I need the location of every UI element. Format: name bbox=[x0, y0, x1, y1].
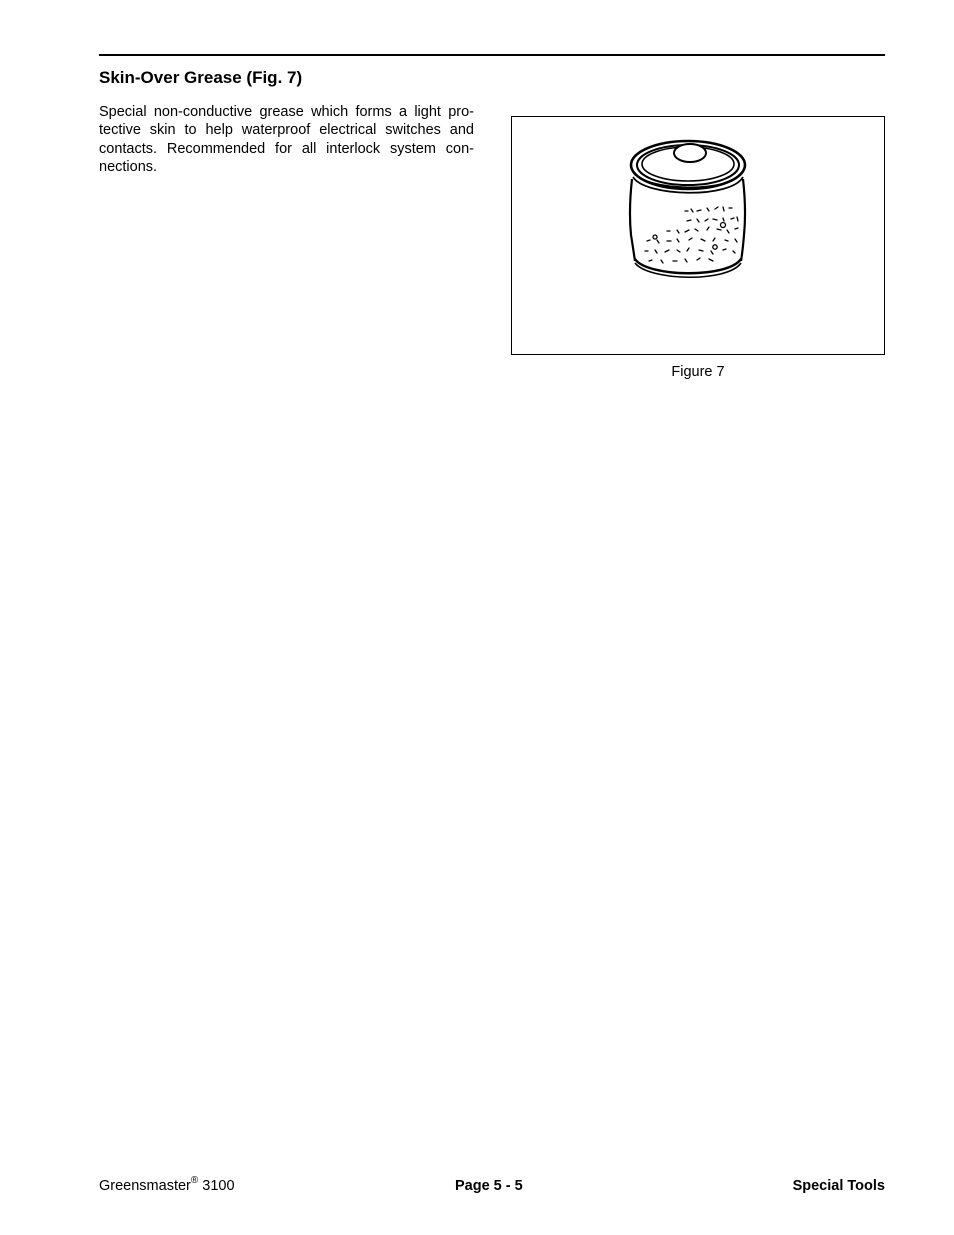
section-body-text bbox=[99, 103, 474, 177]
body-text-line: nections. bbox=[99, 159, 158, 176]
grease-can-illustration bbox=[627, 137, 751, 289]
footer-model: 3100 bbox=[198, 1178, 235, 1194]
footer-product bbox=[99, 1175, 235, 1197]
body-text-line: tective skin to help waterproof electrical switches and bbox=[99, 122, 474, 139]
figure-7-frame bbox=[511, 116, 885, 355]
footer-chapter: Special Tools bbox=[792, 1178, 885, 1194]
page-footer bbox=[99, 1175, 885, 1197]
header-rule bbox=[99, 54, 885, 56]
body-text-line: contacts. Recommended for all interlock system con- bbox=[99, 140, 474, 157]
registered-mark: ® bbox=[190, 1175, 199, 1187]
footer-page-number: Page 5 - 5 bbox=[455, 1178, 523, 1194]
figure-caption: Figure 7 bbox=[671, 364, 725, 380]
body-text-line: Special non-conductive grease which forms a light pro- bbox=[99, 104, 474, 120]
section-heading: Skin-Over Grease (Fig. 7) bbox=[99, 68, 303, 87]
footer-product-name: Greensmaster bbox=[99, 1178, 191, 1194]
